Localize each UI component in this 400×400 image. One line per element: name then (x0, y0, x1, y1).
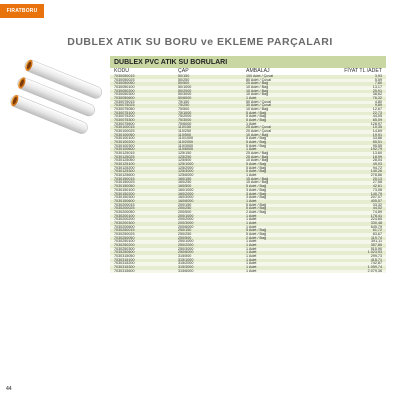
cell-cap: 160/2000 (178, 191, 194, 196)
cell-ambalaj: 10 Adet / Bağ (246, 85, 269, 90)
cell-kodu: 7030150050 (114, 184, 135, 189)
cell-cap: 75/6000 (178, 121, 192, 126)
cell-cap: 315/1000 (178, 257, 194, 262)
cell-cap: 200/3000 (178, 220, 194, 225)
cell-ambalaj: 5 Adet / Bağ (246, 184, 267, 189)
cell-kodu: 7030075015 (114, 99, 135, 104)
cell-cap: 200/6000 (178, 224, 194, 229)
cell-fiyat: 38,62 (372, 92, 382, 97)
cell-cap: 125/150 (178, 151, 192, 156)
cell-kodu: 7030050015 (114, 74, 135, 78)
cell-ambalaj: 1 Adet (246, 268, 257, 273)
cell-ambalaj: 20 Adet / Bağ (246, 81, 269, 86)
cell-fiyat: 18,99 (372, 154, 382, 159)
column-header-cap: ÇAP (178, 68, 189, 74)
cell-cap: 315/500 (178, 253, 192, 258)
cell-fiyat: 7,80 (374, 81, 382, 86)
cell-ambalaj: 1 Adet (246, 239, 257, 244)
cell-ambalaj: 1 Adet (246, 121, 257, 126)
cell-ambalaj: 15 Adet / Bağ (246, 180, 269, 185)
cell-kodu: 7030250600 (114, 250, 135, 255)
cell-cap: 250/3000 (178, 246, 194, 251)
cell-kodu: 7030150600 (114, 198, 135, 203)
cell-kodu: 7030250300 (114, 246, 135, 251)
cell-cap: 200/1000 (178, 213, 194, 218)
cell-ambalaj: 25 Adet / Bağ (246, 151, 269, 156)
cell-fiyat: 4,80 (374, 99, 382, 104)
cell-ambalaj: 5 Adet / Bağ (246, 114, 267, 119)
cell-fiyat: 61,72 (372, 228, 382, 233)
cell-kodu: 7030250200 (114, 242, 135, 247)
cell-ambalaj: 2 Adet / Bağ (246, 235, 267, 240)
cell-fiyat: 1.023,93 (367, 250, 382, 255)
cell-kodu: 7030315300 (114, 264, 135, 269)
cell-cap: 110/500 (178, 132, 192, 137)
cell-fiyat: 95,55 (372, 143, 382, 148)
column-header-fiyat: FİYAT TL /ADET (344, 68, 382, 74)
cell-cap: 125/500 (178, 158, 192, 163)
pipe-product-image (6, 58, 106, 142)
cell-ambalaj: 10 Adet / Bağ (246, 158, 269, 163)
cell-cap: 50/500 (178, 81, 190, 86)
cell-kodu: 7030075200 (114, 114, 135, 119)
cell-ambalaj: 10 Adet / Bağ (246, 132, 269, 137)
cell-kodu: 7030050100 (114, 85, 135, 90)
cell-fiyat: 5,59 (374, 77, 382, 82)
cell-kodu: 7030100100 (114, 136, 135, 141)
cell-kodu: 7030125050 (114, 158, 135, 163)
cell-kodu: 7030315100 (114, 257, 135, 262)
cell-kodu: 7030075025 (114, 103, 135, 108)
table-title: DUBLEX PVC ATIK SU BORULARI (110, 56, 386, 68)
cell-fiyat: 27,58 (372, 180, 382, 185)
cell-fiyat: 299,73 (370, 253, 382, 258)
cell-cap: 125/2000 (178, 165, 194, 170)
cell-kodu: 7030050300 (114, 92, 135, 97)
cell-fiyat: 192,79 (370, 147, 382, 152)
cell-kodu: 7030100300 (114, 143, 135, 148)
cell-ambalaj: 5 Adet / Bağ (246, 136, 267, 141)
cell-ambalaj: 1 Adet (246, 246, 257, 251)
cell-fiyat: 207,07 (370, 195, 382, 200)
cell-kodu: 7030100050 (114, 132, 135, 137)
cell-ambalaj: 1 Adet (246, 257, 257, 262)
cell-fiyat: 33,32 (372, 202, 382, 207)
cell-kodu: 7030075100 (114, 110, 135, 115)
cell-cap: 160/3000 (178, 195, 194, 200)
cell-cap: 315/6000 (178, 268, 194, 273)
cell-ambalaj: 5 Adet / Bağ (246, 202, 267, 207)
cell-fiyat: 14,69 (372, 129, 382, 134)
cell-cap: 160/500 (178, 184, 192, 189)
cell-ambalaj: 10 Adet / Bağ (246, 107, 269, 112)
cell-fiyat: 22,73 (372, 110, 382, 115)
cell-fiyat: 119,74 (370, 235, 382, 240)
brand-logo: FIRATBORU (0, 4, 44, 18)
cell-fiyat: 128,97 (370, 121, 382, 126)
cell-cap: 125/1000 (178, 162, 194, 167)
cell-cap: 110/2000 (178, 140, 194, 145)
cell-ambalaj: 1 Adet (246, 224, 257, 229)
cell-kodu: 7030200200 (114, 217, 135, 222)
cell-fiyat: 73,08 (372, 187, 382, 192)
cell-cap: 50/150 (178, 74, 190, 78)
cell-ambalaj: 2 Adet / Bağ (246, 209, 267, 214)
cell-kodu: 7030125600 (114, 173, 135, 178)
cell-kodu: 7030050200 (114, 88, 135, 93)
cell-kodu: 7030250050 (114, 235, 135, 240)
page-number: 44 (6, 386, 12, 392)
cell-cap: 250/1000 (178, 239, 194, 244)
cell-fiyat: 140,79 (370, 191, 382, 196)
cell-kodu: 7030100600 (114, 147, 135, 152)
cell-ambalaj: 100 Adet / Çuval (246, 74, 274, 78)
cell-ambalaj: 1 Adet (246, 264, 257, 269)
cell-ambalaj: 1 Adet (246, 217, 257, 222)
cell-ambalaj: 1 Adet (246, 198, 257, 203)
cell-cap: 250/500 (178, 235, 192, 240)
cell-ambalaj: 20 Adet / Çuval (246, 129, 272, 134)
cell-ambalaj: 10 Adet / Bağ (246, 88, 269, 93)
cell-ambalaj: 3 Adet / Bağ (246, 187, 267, 192)
cell-fiyat: 357,85 (370, 242, 382, 247)
cell-kodu: 7030075600 (114, 121, 135, 126)
cell-kodu: 7030050600 (114, 96, 135, 101)
cell-cap: 75/250 (178, 103, 190, 108)
cell-ambalaj: 5 Adet / Bağ (246, 110, 267, 115)
cell-cap: 125/6000 (178, 173, 194, 178)
cell-cap: 250/2000 (178, 242, 194, 247)
cell-ambalaj: 1 Adet (246, 253, 257, 258)
cell-ambalaj: 5 Adet / Bağ (246, 228, 267, 233)
cell-fiyat: 10,35 (372, 125, 382, 130)
cell-ambalaj: 5 Adet / Bağ (246, 162, 267, 167)
cell-ambalaj: 10 Adet / Bağ (246, 92, 269, 97)
cell-cap: 200/2000 (178, 217, 194, 222)
cell-kodu: 7030100025 (114, 129, 135, 134)
cell-kodu: 7030200015 (114, 202, 135, 207)
cell-kodu: 7030200100 (114, 213, 135, 218)
column-header-kodu: KODU (114, 68, 129, 74)
cell-fiyat: 742,87 (370, 261, 382, 266)
column-header-ambalaj: AMBALAJ (246, 68, 270, 74)
cell-kodu: 7030125015 (114, 151, 135, 156)
cell-kodu: 7030125100 (114, 162, 135, 167)
cell-cap: 75/3000 (178, 118, 192, 123)
cell-kodu: 7030200025 (114, 206, 135, 211)
cell-kodu: 7030125200 (114, 165, 135, 170)
cell-kodu: 7030050025 (114, 77, 135, 82)
cell-kodu: 7030125025 (114, 154, 135, 159)
cell-ambalaj: 1 Adet (246, 96, 257, 101)
cell-fiyat: 94,72 (372, 165, 382, 170)
cell-ambalaj: 1 Adet (246, 213, 257, 218)
cell-cap: 110/150 (178, 125, 192, 130)
cell-fiyat: 178,41 (370, 213, 382, 218)
cell-fiyat: 20,13 (372, 176, 382, 181)
cell-kodu: 7030075300 (114, 118, 135, 123)
cell-fiyat: 405,57 (370, 198, 382, 203)
cell-fiyat: 19,91 (372, 132, 382, 137)
cell-fiyat: 645,79 (370, 224, 382, 229)
cell-ambalaj: 50 Adet / Çuval (246, 99, 272, 104)
cell-kodu: 7030200600 (114, 224, 135, 229)
cell-cap: 75/150 (178, 99, 190, 104)
cell-ambalaj: 25 Adet / Çuval (246, 125, 272, 130)
cell-ambalaj: 3 Adet / Bağ (246, 191, 267, 196)
cell-fiyat: 278,86 (370, 173, 382, 178)
cell-fiyat: 12,67 (372, 107, 382, 112)
cell-cap: 110/1000 (178, 136, 194, 141)
cell-kodu: 7030150015 (114, 176, 135, 181)
cell-ambalaj: 1 Adet (246, 250, 257, 255)
cell-kodu: 7030250100 (114, 239, 135, 244)
cell-kodu: 7030150025 (114, 180, 135, 185)
cell-kodu: 7030150300 (114, 195, 135, 200)
cell-cap: 200/150 (178, 202, 192, 207)
cell-fiyat: 330,48 (370, 220, 382, 225)
cell-fiyat: 65,51 (372, 140, 382, 145)
cell-cap: 160/6000 (178, 198, 194, 203)
cell-fiyat: 13,60 (372, 151, 382, 156)
cell-kodu: 7030150200 (114, 191, 135, 196)
cell-ambalaj: 5 Adet / Bağ (246, 140, 267, 145)
cell-cap: 50/2000 (178, 88, 192, 93)
cell-ambalaj: 1 Adet (246, 220, 257, 225)
cell-ambalaj: 1 Adet (246, 147, 257, 152)
cell-fiyat: 1.059,74 (367, 264, 382, 269)
cell-fiyat: 2.079,36 (367, 268, 382, 273)
cell-cap: 50/1000 (178, 85, 192, 90)
cell-kodu: 7030125300 (114, 169, 135, 174)
cell-cap: 250/6000 (178, 250, 194, 255)
cell-fiyat: 33,86 (372, 136, 382, 141)
cell-fiyat: 515,90 (370, 246, 382, 251)
cell-cap: 160/250 (178, 180, 192, 185)
cell-cap: 160/1000 (178, 187, 194, 192)
cell-cap: 250/250 (178, 231, 192, 236)
cell-ambalaj: 5 Adet / Bağ (246, 165, 267, 170)
cell-cap: 160/150 (178, 176, 192, 181)
cell-cap: 50/250 (178, 77, 190, 82)
cell-cap: 110/3000 (178, 143, 194, 148)
cell-fiyat: 44,05 (372, 114, 382, 119)
cell-fiyat: 76,32 (372, 96, 382, 101)
cell-ambalaj: 15 Adet / Bağ (246, 176, 269, 181)
cell-cap: 110/250 (178, 129, 192, 134)
cell-ambalaj: 1 Adet (246, 173, 257, 178)
cell-cap: 200/250 (178, 206, 192, 211)
cell-ambalaj: 1 Adet (246, 242, 257, 247)
cell-cap: 315/3000 (178, 264, 194, 269)
cell-fiyat: 44,02 (372, 206, 382, 211)
cell-fiyat: 74,89 (372, 209, 382, 214)
cell-cap: 75/2000 (178, 114, 192, 119)
cell-kodu: 7030100015 (114, 125, 135, 130)
cell-ambalaj: 80 Adet / Çuval (246, 77, 272, 82)
cell-ambalaj: 1 Adet (246, 261, 257, 266)
cell-ambalaj: 3 Adet / Bağ (246, 195, 267, 200)
cell-fiyat: 25,91 (372, 88, 382, 93)
page-title: DUBLEX ATIK SU BORU ve EKLEME PARÇALARI (67, 36, 333, 48)
cell-ambalaj: 5 Adet / Bağ (246, 118, 267, 123)
cell-fiyat: 13,17 (372, 85, 382, 90)
cell-cap: 125/250 (178, 154, 192, 159)
cell-ambalaj: 5 Adet / Bağ (246, 169, 267, 174)
cell-fiyat: 415,71 (370, 257, 382, 262)
cell-kodu: 7030200300 (114, 220, 135, 225)
cell-fiyat: 140,26 (370, 169, 382, 174)
cell-kodu: 7030075050 (114, 107, 135, 112)
cell-fiyat: 49,03 (372, 162, 382, 167)
price-table (110, 75, 386, 273)
cell-ambalaj: 30 Adet / Çuval (246, 103, 272, 108)
table-row (110, 270, 386, 274)
cell-fiyat: 28,04 (372, 158, 382, 163)
cell-kodu: 7030250025 (114, 231, 135, 236)
cell-cap: 50/6000 (178, 96, 192, 101)
cell-fiyat: 3,93 (374, 74, 382, 78)
cell-kodu: 7030100200 (114, 140, 135, 145)
cell-fiyat: 9,89 (374, 103, 382, 108)
cell-ambalaj: 5 Adet / Bağ (246, 231, 267, 236)
cell-cap: 250/150 (178, 228, 192, 233)
cell-kodu: 7030315050 (114, 253, 135, 258)
cell-kodu: 7030315600 (114, 268, 135, 273)
cell-fiyat: 224,65 (370, 217, 382, 222)
cell-cap: 75/1000 (178, 110, 192, 115)
cell-cap: 315/2000 (178, 261, 194, 266)
cell-ambalaj: 5 Adet / Bağ (246, 143, 267, 148)
cell-kodu: 7030050050 (114, 81, 135, 86)
cell-cap: 125/3000 (178, 169, 194, 174)
cell-fiyat: 42,61 (372, 184, 382, 189)
cell-kodu: 7030150100 (114, 187, 135, 192)
cell-ambalaj: 25 Adet / Bağ (246, 154, 269, 159)
cell-kodu: 7030200050 (114, 209, 135, 214)
cell-fiyat: 83,67 (372, 231, 382, 236)
cell-kodu: 7030250015 (114, 228, 135, 233)
cell-cap: 50/3000 (178, 92, 192, 97)
cell-cap: 110/6000 (178, 147, 194, 152)
cell-kodu: 7030315200 (114, 261, 135, 266)
cell-fiyat: 65,09 (372, 118, 382, 123)
cell-cap: 200/500 (178, 209, 192, 214)
cell-fiyat: 391,11 (370, 239, 382, 244)
cell-ambalaj: 5 Adet / Bağ (246, 206, 267, 211)
cell-cap: 75/500 (178, 107, 190, 112)
